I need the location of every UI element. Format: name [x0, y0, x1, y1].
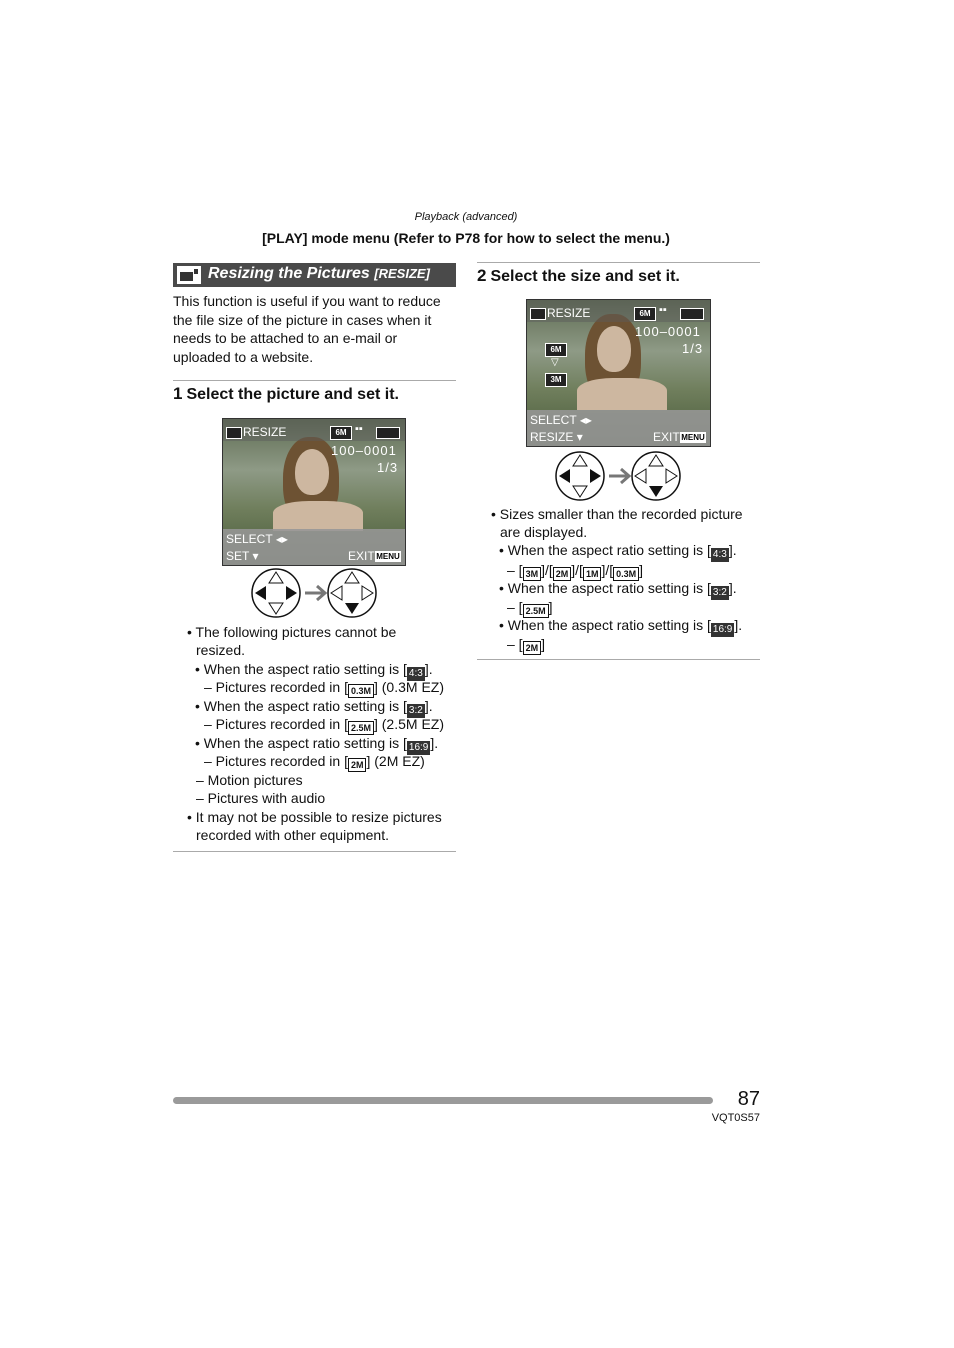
aspect-ratio-icon: 3:2: [712, 587, 727, 598]
step1-title: 1 Select the picture and set it.: [173, 384, 399, 403]
lcd-picture-count: 1/3: [682, 341, 704, 356]
lcd-file-number: 100–0001: [331, 443, 397, 458]
divider: [477, 262, 760, 263]
cursor-button-lr-icon: [252, 569, 300, 617]
list-item: – Pictures recorded in [ 2.5M ] (2.5M EZ): [204, 716, 444, 733]
menu-button-icon: MENU: [376, 552, 400, 561]
down-arrow-icon: ▾: [576, 430, 583, 444]
picture-size-icon: 3M: [523, 567, 542, 581]
arrow-right-icon: [609, 469, 629, 483]
list-item: • When the aspect ratio setting is [ 16:9 ].: [195, 735, 439, 753]
lcd-exit-label: EXIT: [348, 549, 375, 563]
list-item: – [ 3M ]/[ 2M ]/[ 1M ]/[ 0.3M ]: [507, 562, 644, 579]
model-code: VQT0S57: [711, 1112, 760, 1124]
picture-size-icon: 2M: [348, 758, 367, 772]
picture-size-icon: 0.3M: [348, 684, 374, 698]
menu-button-icon: MENU: [681, 433, 705, 442]
aspect-ratio-icon: 3:2: [408, 705, 423, 716]
list-item: • When the aspect ratio setting is [ 4:3 ].: [499, 542, 737, 560]
aspect-ratio-icon: 4:3: [408, 668, 423, 679]
step1-lcd-screen: [222, 418, 406, 566]
list-item: – [ 2.5M ]: [507, 599, 553, 616]
list-item: – Motion pictures: [196, 772, 303, 788]
lcd-label: RESIZE: [243, 425, 287, 439]
step2-lcd-screen: [526, 299, 711, 447]
list-item: • Sizes smaller than the recorded picture: [491, 506, 743, 522]
cursor-button-lr-icon: [556, 452, 604, 500]
down-arrow-icon: ▾: [252, 549, 259, 563]
list-item: • When the aspect ratio setting is [ 3:2 ].: [499, 580, 737, 598]
list-item: • It may not be possible to resize pictures: [187, 809, 442, 825]
cursor-button-down-icon: [328, 569, 376, 617]
list-item: – [ 2M ]: [507, 636, 545, 653]
lcd-resize-icon: [226, 427, 242, 439]
picture-size-icon: 0.3M: [613, 567, 639, 581]
lcd-quality-icon: ▪▪: [355, 423, 363, 435]
list-item: • When the aspect ratio setting is [ 4:3 ].: [195, 661, 433, 679]
lcd-size-chip: 6M: [330, 426, 352, 440]
section-title: Resizing the Pictures: [208, 265, 370, 282]
battery-icon: [680, 308, 704, 320]
section-tag: [RESIZE]: [374, 266, 430, 281]
divider: [477, 659, 760, 660]
section-title-bar: [173, 263, 456, 287]
lcd-select-label: SELECT: [530, 413, 577, 427]
lcd-label: RESIZE: [547, 306, 591, 320]
aspect-ratio-icon: 4:3: [712, 549, 727, 560]
list-item: – Pictures recorded in [ 2M ] (2M EZ): [204, 753, 425, 770]
list-item: – Pictures with audio: [196, 790, 326, 806]
lcd-set-label: SET: [226, 549, 250, 563]
down-triangle-icon: ▽: [551, 357, 559, 368]
lcd-quality-icon: ▪▪: [659, 304, 667, 316]
lcd-picture-count: 1/3: [377, 460, 399, 475]
page-number: 87: [737, 1088, 760, 1110]
lcd-file-number: 100–0001: [635, 324, 701, 339]
list-item: • When the aspect ratio setting is [ 16:9 ].: [499, 617, 743, 635]
lcd-exit-label: EXIT: [653, 430, 680, 444]
list-item: • When the aspect ratio setting is [ 3:2 ].: [195, 698, 433, 716]
battery-icon: [376, 427, 400, 439]
aspect-ratio-icon: 16:9: [408, 742, 429, 753]
cursor-button-down-icon: [632, 452, 680, 500]
lcd-select-label: SELECT: [226, 532, 273, 546]
picture-size-icon: 2.5M: [523, 604, 549, 618]
step2-title: 2 Select the size and set it.: [477, 266, 680, 285]
footer-bar: [173, 1097, 713, 1104]
lcd-size-to-chip: 3M: [545, 373, 567, 387]
list-item: • The following pictures cannot be: [187, 624, 397, 640]
lcd-size-chip: 6M: [634, 307, 656, 321]
picture-size-icon: 1M: [583, 567, 602, 581]
header-section: Playback (advanced): [414, 211, 518, 223]
picture-size-icon: 2M: [523, 641, 542, 655]
lcd-resize-label: RESIZE: [530, 430, 574, 444]
lcd-size-from-chip: 6M: [545, 343, 567, 357]
left-right-arrow-icon: ◂▸: [579, 413, 592, 427]
header-title: [PLAY] mode menu (Refer to P78 for how to select the menu.): [262, 230, 670, 246]
resize-icon: [177, 266, 201, 284]
divider: [173, 851, 456, 852]
step2-cursor-diagram: [554, 450, 684, 502]
step1-cursor-diagram: [250, 567, 380, 619]
picture-size-icon: 2.5M: [348, 721, 374, 735]
list-item: – Pictures recorded in [ 0.3M ] (0.3M EZ): [204, 679, 444, 696]
lcd-resize-icon: [530, 308, 546, 320]
intro-paragraph: This function is useful if you want to reduce the file size of the picture in cases when it needs to be attached to an e-mail or uploaded to a website.: [173, 293, 441, 365]
left-right-arrow-icon: ◂▸: [275, 532, 288, 546]
divider: [173, 380, 456, 381]
picture-size-icon: 2M: [553, 567, 572, 581]
aspect-ratio-icon: 16:9: [712, 624, 733, 635]
arrow-right-icon: [305, 586, 325, 600]
